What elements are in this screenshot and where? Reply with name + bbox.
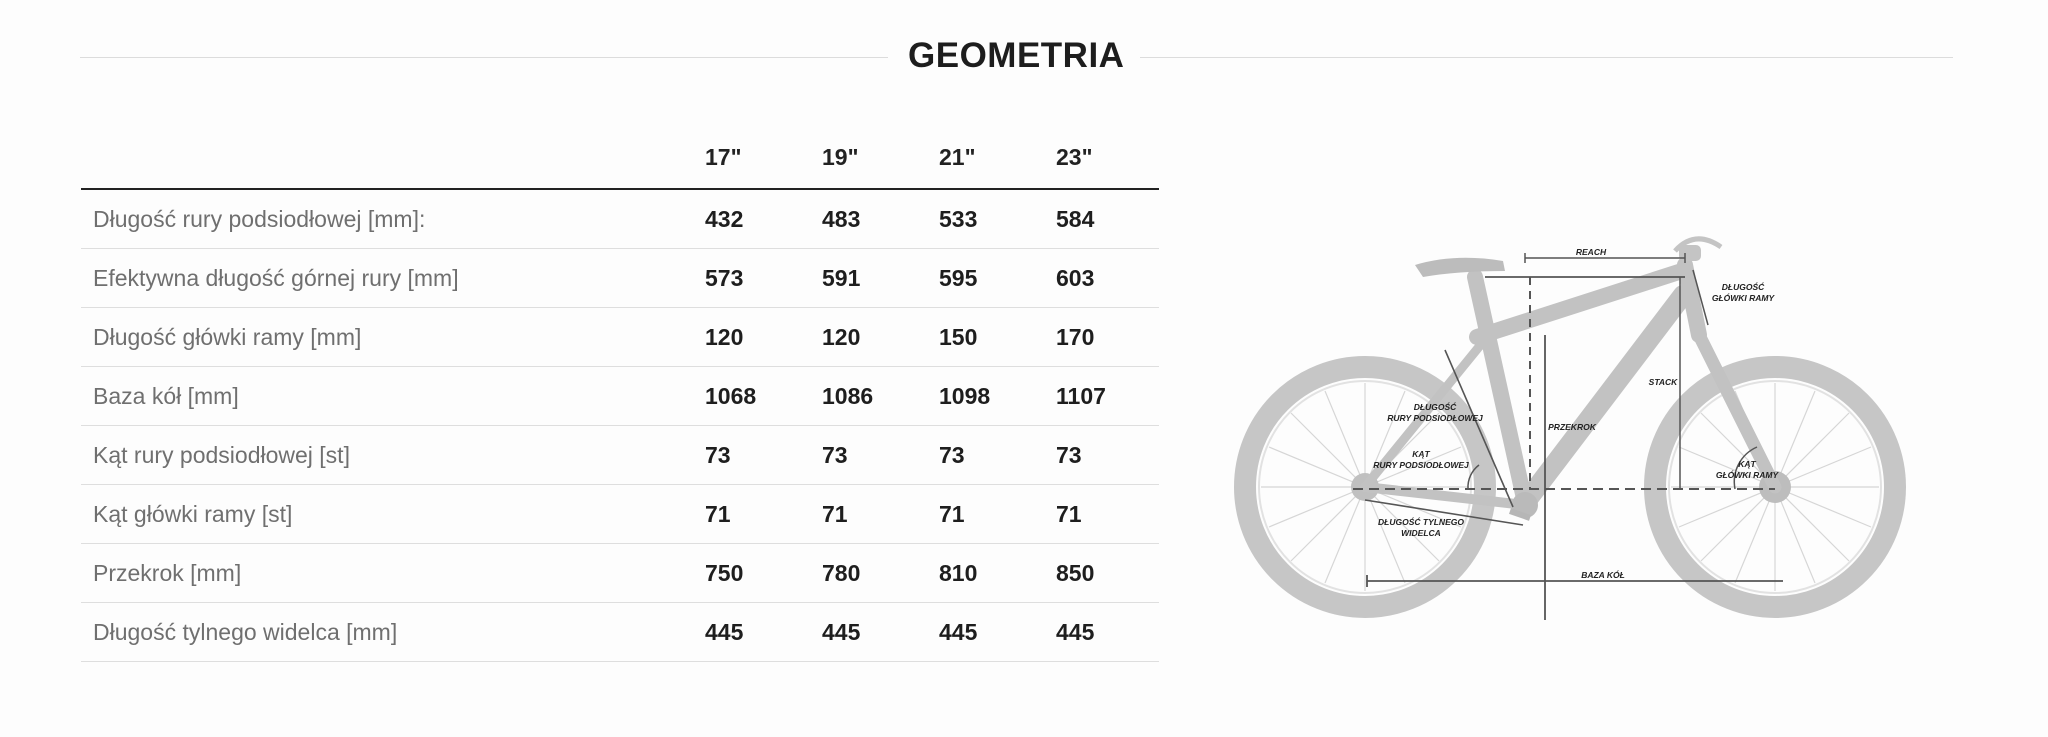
cell-value: 591 [822, 265, 861, 291]
row-label: Efektywna długość górnej rury [mm] [93, 265, 459, 291]
cell-value: 603 [1056, 265, 1095, 291]
geometry-table [81, 130, 1159, 662]
table-row [81, 603, 1159, 662]
label-head-angle: KĄT [1738, 459, 1756, 469]
size-header-21: 21" [939, 144, 976, 170]
row-label: Kąt główki ramy [st] [93, 501, 293, 527]
table-row [81, 544, 1159, 603]
row-label: Przekrok [mm] [93, 560, 242, 586]
table-row [81, 190, 1159, 249]
table-row [81, 485, 1159, 544]
cell-value: 71 [705, 501, 731, 527]
label-chainstay-2: WIDELCA [1401, 528, 1441, 538]
cell-value: 445 [822, 619, 861, 645]
table-row [81, 308, 1159, 367]
title-divider-left [80, 57, 888, 58]
label-seat-angle-2: RURY PODSIODŁOWEJ [1373, 460, 1469, 470]
cell-value: 1107 [1056, 383, 1106, 409]
label-reach: REACH [1575, 247, 1607, 257]
cell-value: 750 [705, 560, 744, 586]
label-chainstay: DŁUGOŚĆ TYLNEGO [1378, 517, 1464, 527]
cell-value: 71 [939, 501, 965, 527]
cell-value: 445 [705, 619, 744, 645]
size-header-19: 19" [822, 144, 859, 170]
cell-value: 533 [939, 206, 978, 232]
cell-value: 71 [822, 501, 848, 527]
cell-value: 445 [939, 619, 978, 645]
page-title: GEOMETRIA [908, 36, 1125, 75]
cell-value: 595 [939, 265, 978, 291]
cell-value: 1086 [822, 383, 874, 409]
cell-value: 850 [1056, 560, 1095, 586]
row-label: Kąt rury podsiodłowej [st] [93, 442, 350, 468]
label-wheelbase: BAZA KÓŁ [1581, 570, 1625, 580]
table-row [81, 367, 1159, 426]
cell-value: 170 [1056, 324, 1095, 350]
row-label: Długość rury podsiodłowej [mm]: [93, 206, 426, 232]
cell-value: 573 [705, 265, 744, 291]
cell-value: 445 [1056, 619, 1095, 645]
cell-value: 71 [1056, 501, 1082, 527]
cell-value: 780 [822, 560, 861, 586]
cell-value: 584 [1056, 206, 1095, 232]
cell-value: 432 [705, 206, 744, 232]
label-standover: PRZEKROK [1548, 422, 1596, 432]
row-label: Długość tylnego widelca [mm] [93, 619, 398, 645]
bike-geometry-diagram [1225, 225, 1925, 630]
label-head-tube-length-2: GŁÓWKI RAMY [1711, 293, 1775, 303]
label-stack: STACK [1648, 377, 1678, 387]
table-row [81, 249, 1159, 308]
cell-value: 810 [939, 560, 978, 586]
cell-value: 73 [1056, 442, 1082, 468]
row-label: Długość główki ramy [mm] [93, 324, 362, 350]
cell-value: 1098 [939, 383, 991, 409]
row-label: Baza kół [mm] [93, 383, 239, 409]
size-header-23: 23" [1056, 144, 1093, 170]
title-divider-right [1140, 57, 1953, 58]
cell-value: 120 [822, 324, 861, 350]
label-head-angle-2: GŁÓWKI RAMY [1715, 470, 1779, 480]
size-header-17: 17" [705, 144, 742, 170]
cell-value: 483 [822, 206, 861, 232]
table-header [81, 130, 1159, 190]
label-seat-angle: KĄT [1412, 449, 1430, 459]
label-seat-tube-length-2: RURY PODSIODŁOWEJ [1387, 413, 1483, 423]
label-head-tube-length: DŁUGOŚĆ [1721, 282, 1765, 292]
label-seat-tube-length: DŁUGOŚĆ [1413, 402, 1457, 412]
table-row [81, 426, 1159, 485]
cell-value: 150 [939, 324, 978, 350]
cell-value: 1068 [705, 383, 757, 409]
cell-value: 73 [705, 442, 731, 468]
geometry-header [80, 30, 1953, 86]
cell-value: 120 [705, 324, 744, 350]
cell-value: 73 [822, 442, 848, 468]
cell-value: 73 [939, 442, 965, 468]
